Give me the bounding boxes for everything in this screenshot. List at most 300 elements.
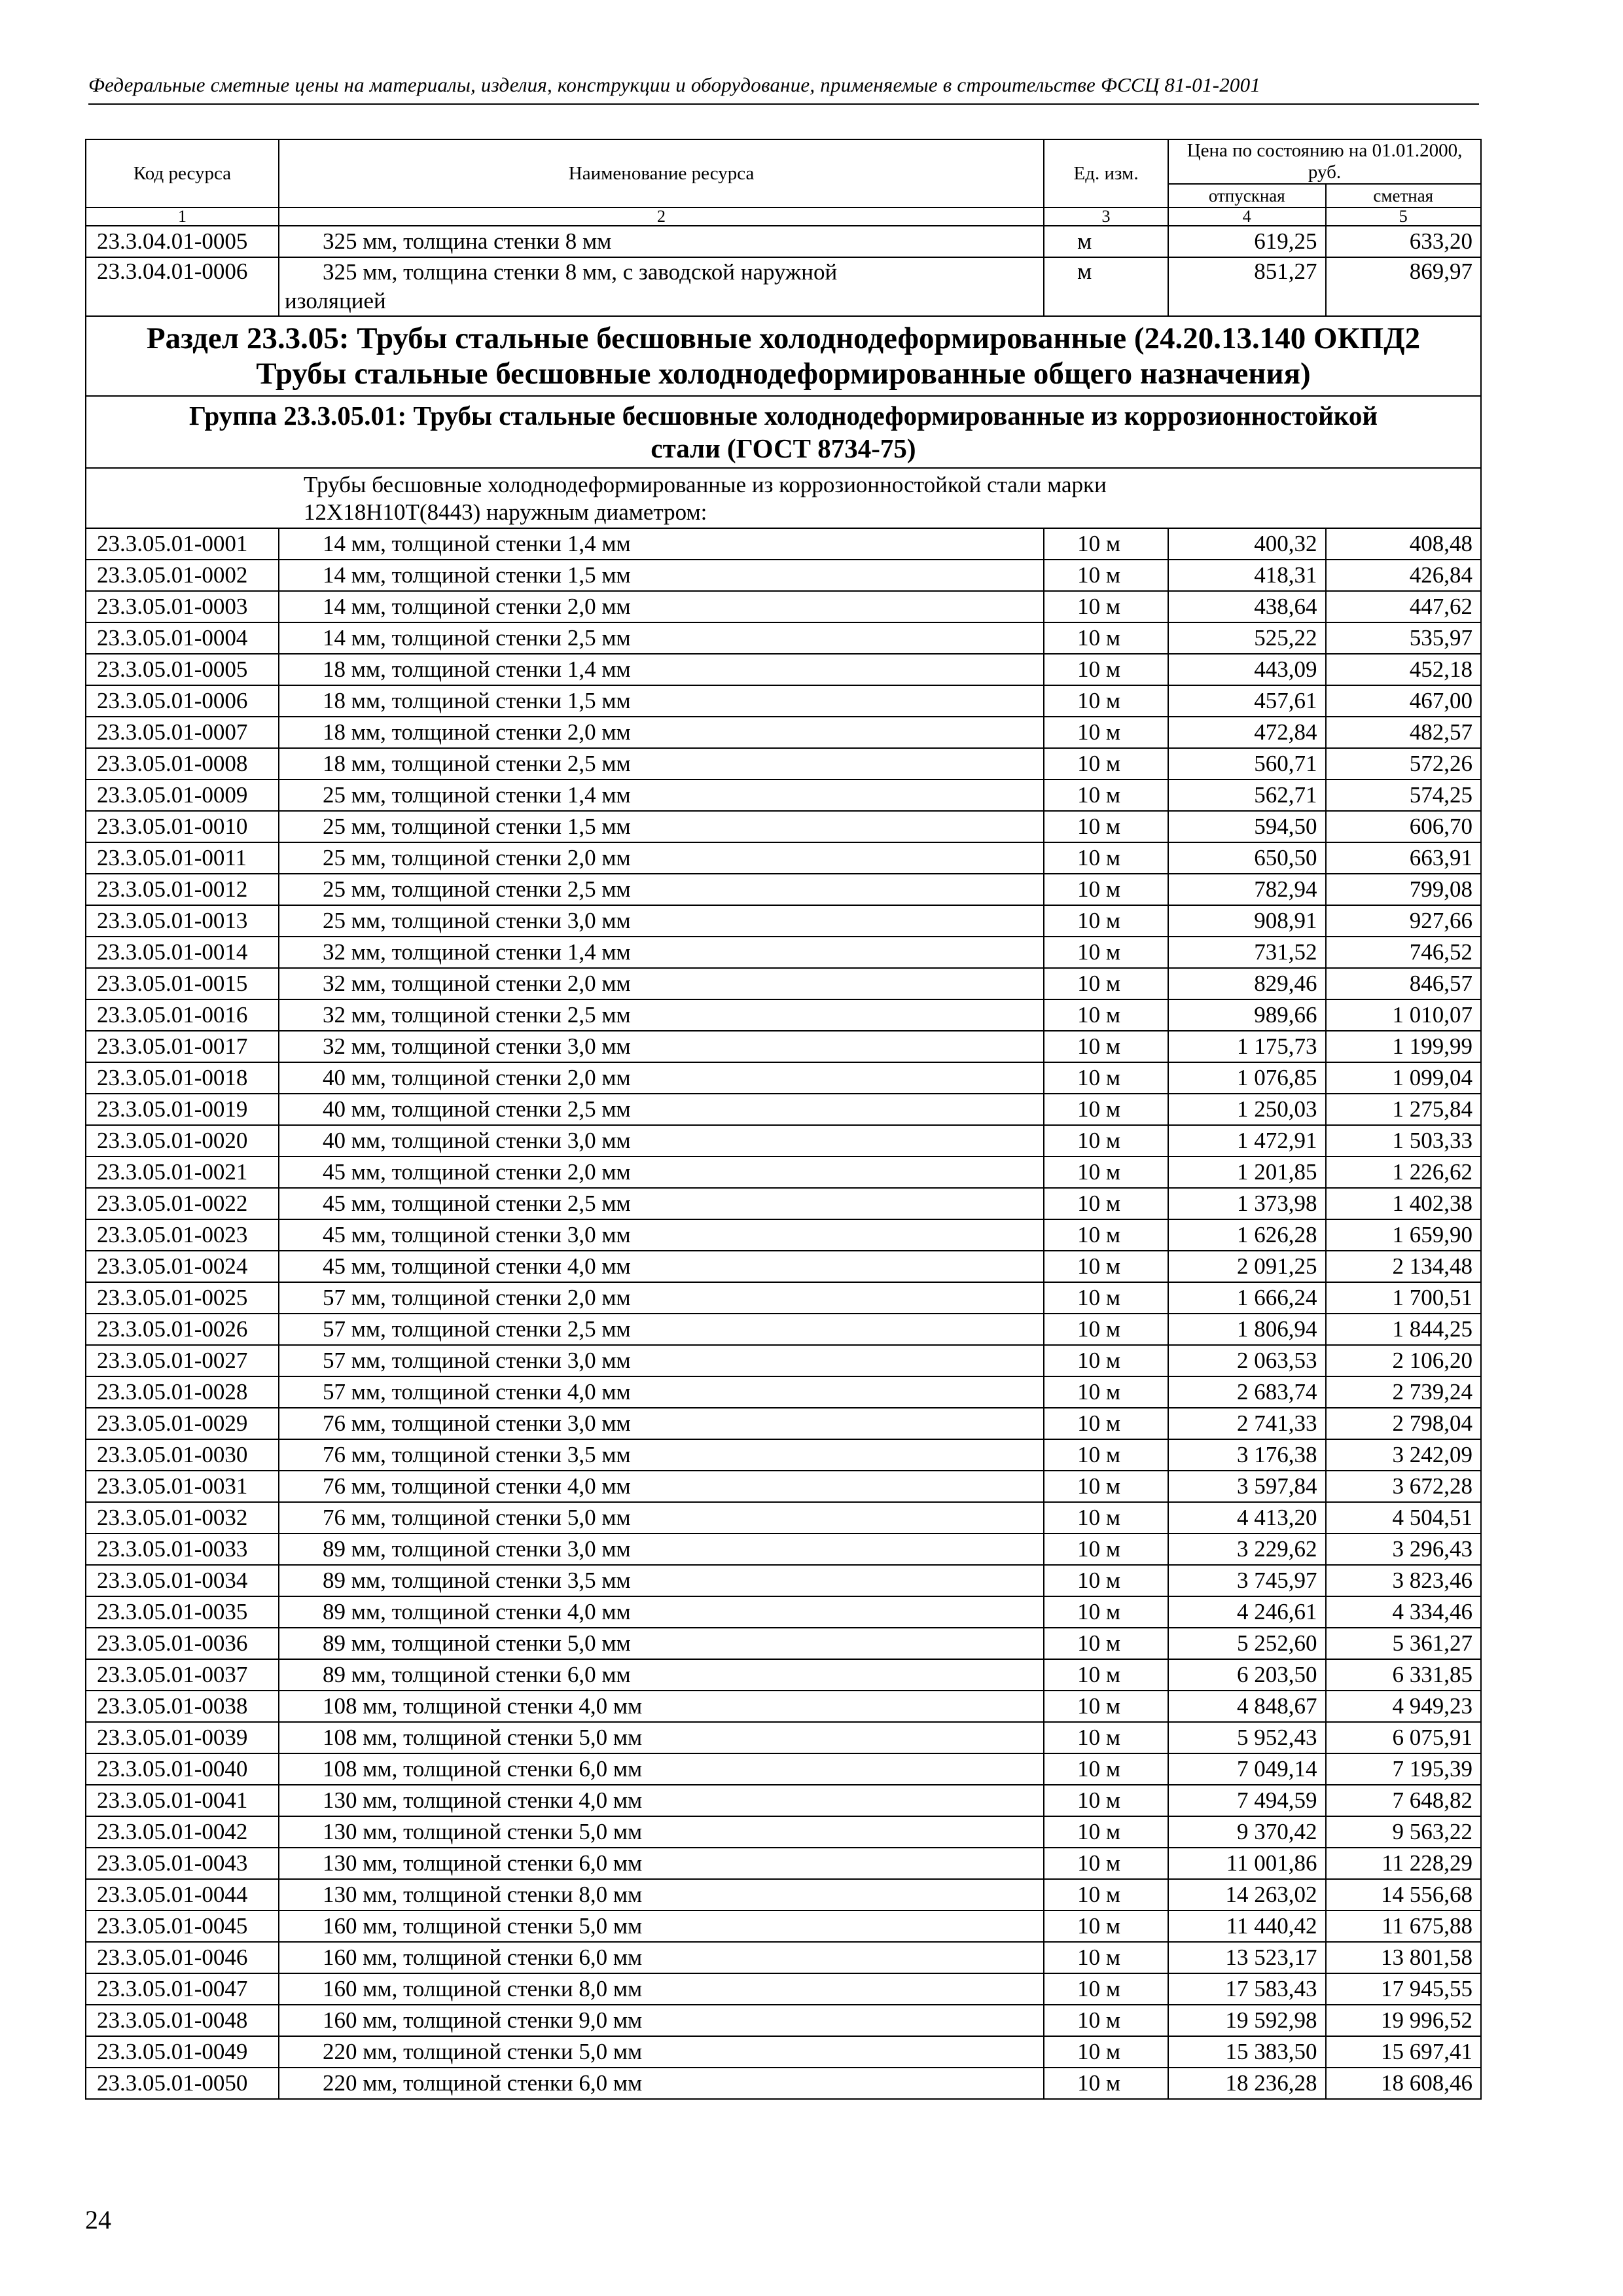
table-row: [86, 717, 1481, 748]
price-release: 3 597,84: [1168, 1471, 1325, 1502]
price-release: 19 592,98: [1168, 2005, 1325, 2036]
resource-name: 160 мм, толщиной стенки 5,0 мм: [279, 1910, 1044, 1942]
price-estimate: 6 331,85: [1326, 1659, 1482, 1691]
price-release: 782,94: [1168, 874, 1325, 905]
table-row: [86, 1785, 1481, 1816]
unit: 10 м: [1044, 1628, 1168, 1659]
price-estimate: 6 075,91: [1326, 1722, 1482, 1753]
column-numbers-row: [86, 207, 1481, 226]
table-row: [86, 1973, 1481, 2005]
price-release: 4 413,20: [1168, 1502, 1325, 1534]
resource-code: 23.3.05.01-0010: [86, 811, 279, 842]
column-number: 5: [1326, 207, 1482, 226]
resource-code: 23.3.05.01-0008: [86, 748, 279, 780]
resource-code: 23.3.05.01-0032: [86, 1502, 279, 1534]
unit: 10 м: [1044, 685, 1168, 717]
resource-code: 23.3.05.01-0029: [86, 1408, 279, 1439]
resource-code: 23.3.05.01-0025: [86, 1282, 279, 1314]
resource-name: 25 мм, толщиной стенки 1,5 мм: [279, 811, 1044, 842]
price-release: 2 091,25: [1168, 1251, 1325, 1282]
price-release: 1 806,94: [1168, 1314, 1325, 1345]
price-estimate: 14 556,68: [1326, 1879, 1482, 1910]
resource-code: 23.3.05.01-0014: [86, 937, 279, 968]
resource-name: 325 мм, толщина стенки 8 мм: [279, 226, 1044, 257]
resource-code: 23.3.05.01-0022: [86, 1188, 279, 1219]
group-heading-line: Группа 23.3.05.01: Трубы стальные бесшовные холоднодеформированные из коррозионностойкой: [189, 401, 1378, 431]
table-row: [86, 1345, 1481, 1376]
section-heading-line: Трубы стальные бесшовные холоднодеформированные общего назначения): [256, 357, 1311, 391]
price-estimate: 846,57: [1326, 968, 1482, 999]
price-release: 457,61: [1168, 685, 1325, 717]
price-release: 3 745,97: [1168, 1565, 1325, 1596]
resource-name: 89 мм, толщиной стенки 3,0 мм: [279, 1534, 1044, 1565]
resource-code: 23.3.05.01-0019: [86, 1094, 279, 1125]
price-estimate: 5 361,27: [1326, 1628, 1482, 1659]
resource-name: [279, 257, 1044, 316]
resource-name: 76 мм, толщиной стенки 4,0 мм: [279, 1471, 1044, 1502]
price-estimate: 1 402,38: [1326, 1188, 1482, 1219]
resource-code: 23.3.05.01-0021: [86, 1157, 279, 1188]
unit: 10 м: [1044, 591, 1168, 622]
resource-code: 23.3.05.01-0013: [86, 905, 279, 937]
resource-name: 40 мм, толщиной стенки 2,0 мм: [279, 1062, 1044, 1094]
resource-name: 89 мм, толщиной стенки 5,0 мм: [279, 1628, 1044, 1659]
resource-name: 45 мм, толщиной стенки 2,0 мм: [279, 1157, 1044, 1188]
price-release: 1 175,73: [1168, 1031, 1325, 1062]
unit: 10 м: [1044, 748, 1168, 780]
price-estimate: 535,97: [1326, 622, 1482, 654]
table-row: [86, 1094, 1481, 1125]
price-release: 418,31: [1168, 560, 1325, 591]
table-row: [86, 622, 1481, 654]
price-release: 851,27: [1168, 257, 1325, 316]
resource-name: 130 мм, толщиной стенки 5,0 мм: [279, 1816, 1044, 1848]
table-row: [86, 685, 1481, 717]
description-line: 12Х18Н10Т(8443) наружным диаметром:: [304, 499, 707, 525]
price-release: 2 683,74: [1168, 1376, 1325, 1408]
price-release: 5 252,60: [1168, 1628, 1325, 1659]
resource-name: 45 мм, толщиной стенки 4,0 мм: [279, 1251, 1044, 1282]
unit: м: [1044, 226, 1168, 257]
table-row: [86, 1471, 1481, 1502]
unit: 10 м: [1044, 654, 1168, 685]
resource-code: 23.3.04.01-0005: [86, 226, 279, 257]
price-estimate: 4 504,51: [1326, 1502, 1482, 1534]
price-release: 560,71: [1168, 748, 1325, 780]
price-estimate: 17 945,55: [1326, 1973, 1482, 2005]
resource-name: 89 мм, толщиной стенки 4,0 мм: [279, 1596, 1044, 1628]
price-release: 6 203,50: [1168, 1659, 1325, 1691]
price-release: 2 063,53: [1168, 1345, 1325, 1376]
table-row: [86, 999, 1481, 1031]
price-release: 7 494,59: [1168, 1785, 1325, 1816]
resource-code: 23.3.05.01-0042: [86, 1816, 279, 1848]
price-estimate: 2 739,24: [1326, 1376, 1482, 1408]
group-heading: [86, 396, 1481, 468]
price-estimate: 11 675,88: [1326, 1910, 1482, 1942]
price-estimate: 3 242,09: [1326, 1439, 1482, 1471]
resource-code: 23.3.05.01-0018: [86, 1062, 279, 1094]
price-estimate: 574,25: [1326, 780, 1482, 811]
resource-code: 23.3.05.01-0027: [86, 1345, 279, 1376]
resource-code: 23.3.05.01-0040: [86, 1753, 279, 1785]
resource-name: 57 мм, толщиной стенки 2,5 мм: [279, 1314, 1044, 1345]
resource-code: 23.3.05.01-0005: [86, 654, 279, 685]
unit: 10 м: [1044, 1785, 1168, 1816]
price-estimate: 1 099,04: [1326, 1062, 1482, 1094]
unit: 10 м: [1044, 1973, 1168, 2005]
unit: 10 м: [1044, 1596, 1168, 1628]
resource-code: 23.3.05.01-0003: [86, 591, 279, 622]
table-row: [86, 780, 1481, 811]
unit: 10 м: [1044, 1659, 1168, 1691]
resource-code: 23.3.05.01-0016: [86, 999, 279, 1031]
resource-code: 23.3.05.01-0039: [86, 1722, 279, 1753]
price-estimate: 13 801,58: [1326, 1942, 1482, 1973]
resource-name-line: изоляцией: [285, 288, 386, 314]
resource-code: 23.3.05.01-0012: [86, 874, 279, 905]
price-estimate: 18 608,46: [1326, 2068, 1482, 2099]
unit: 10 м: [1044, 937, 1168, 968]
price-estimate: 467,00: [1326, 685, 1482, 717]
price-estimate: 2 798,04: [1326, 1408, 1482, 1439]
unit: 10 м: [1044, 1062, 1168, 1094]
resource-code: 23.3.05.01-0048: [86, 2005, 279, 2036]
unit: 10 м: [1044, 1565, 1168, 1596]
resource-name: 160 мм, толщиной стенки 6,0 мм: [279, 1942, 1044, 1973]
resource-code: 23.3.05.01-0023: [86, 1219, 279, 1251]
resource-code: 23.3.05.01-0030: [86, 1439, 279, 1471]
price-estimate: 7 195,39: [1326, 1753, 1482, 1785]
table-row: [86, 874, 1481, 905]
unit: 10 м: [1044, 1408, 1168, 1439]
unit: 10 м: [1044, 999, 1168, 1031]
resource-name: 32 мм, толщиной стенки 3,0 мм: [279, 1031, 1044, 1062]
resource-name: 40 мм, толщиной стенки 2,5 мм: [279, 1094, 1044, 1125]
resource-name: 160 мм, толщиной стенки 9,0 мм: [279, 2005, 1044, 2036]
header-price-release: отпускная: [1168, 184, 1325, 207]
price-estimate: 15 697,41: [1326, 2036, 1482, 2068]
header-price: Цена по состоянию на 01.01.2000, руб.: [1168, 139, 1481, 184]
resource-name: 220 мм, толщиной стенки 5,0 мм: [279, 2036, 1044, 2068]
price-release: 5 952,43: [1168, 1722, 1325, 1753]
resource-name-line: 325 мм, толщина стенки 8 мм, с заводской наружной: [323, 259, 838, 285]
unit: 10 м: [1044, 1094, 1168, 1125]
table-row: [86, 1942, 1481, 1973]
price-estimate: 2 134,48: [1326, 1251, 1482, 1282]
price-estimate: 452,18: [1326, 654, 1482, 685]
resource-code: 23.3.05.01-0050: [86, 2068, 279, 2099]
unit: 10 м: [1044, 1910, 1168, 1942]
resource-code: 23.3.05.01-0049: [86, 2036, 279, 2068]
unit: 10 м: [1044, 2005, 1168, 2036]
header-rule: [88, 103, 1479, 105]
price-release: 14 263,02: [1168, 1879, 1325, 1910]
resource-code: 23.3.05.01-0037: [86, 1659, 279, 1691]
unit: 10 м: [1044, 1251, 1168, 1282]
price-estimate: 4 949,23: [1326, 1691, 1482, 1722]
price-estimate: 3 823,46: [1326, 1565, 1482, 1596]
table-row: [86, 968, 1481, 999]
resource-name: 14 мм, толщиной стенки 2,0 мм: [279, 591, 1044, 622]
unit: 10 м: [1044, 1816, 1168, 1848]
resource-code: 23.3.05.01-0028: [86, 1376, 279, 1408]
table-row: [86, 654, 1481, 685]
table-row: [86, 1753, 1481, 1785]
resource-code: 23.3.05.01-0047: [86, 1973, 279, 2005]
price-release: 17 583,43: [1168, 1973, 1325, 2005]
resource-name: 108 мм, толщиной стенки 6,0 мм: [279, 1753, 1044, 1785]
table-row: [86, 1408, 1481, 1439]
column-number: 4: [1168, 207, 1325, 226]
price-release: 1 250,03: [1168, 1094, 1325, 1125]
resource-name: 14 мм, толщиной стенки 2,5 мм: [279, 622, 1044, 654]
resource-name: 25 мм, толщиной стенки 3,0 мм: [279, 905, 1044, 937]
unit: 10 м: [1044, 1031, 1168, 1062]
unit: 10 м: [1044, 842, 1168, 874]
table-row: [86, 1439, 1481, 1471]
unit: 10 м: [1044, 1879, 1168, 1910]
price-release: 4 246,61: [1168, 1596, 1325, 1628]
resource-name: 25 мм, толщиной стенки 2,5 мм: [279, 874, 1044, 905]
unit: 10 м: [1044, 528, 1168, 560]
resource-name: 89 мм, толщиной стенки 6,0 мм: [279, 1659, 1044, 1691]
price-release: 562,71: [1168, 780, 1325, 811]
table-row: [86, 528, 1481, 560]
price-estimate: 799,08: [1326, 874, 1482, 905]
table-row: [86, 257, 1481, 316]
resource-code: 23.3.05.01-0017: [86, 1031, 279, 1062]
resource-name: 14 мм, толщиной стенки 1,5 мм: [279, 560, 1044, 591]
resource-code: 23.3.05.01-0038: [86, 1691, 279, 1722]
table-row: [86, 905, 1481, 937]
resource-code: 23.3.05.01-0036: [86, 1628, 279, 1659]
price-release: 1 201,85: [1168, 1157, 1325, 1188]
unit: 10 м: [1044, 1376, 1168, 1408]
resource-name: 45 мм, толщиной стенки 2,5 мм: [279, 1188, 1044, 1219]
price-estimate: 447,62: [1326, 591, 1482, 622]
unit: 10 м: [1044, 874, 1168, 905]
resource-name: 220 мм, толщиной стенки 6,0 мм: [279, 2068, 1044, 2099]
resource-name: 40 мм, толщиной стенки 3,0 мм: [279, 1125, 1044, 1157]
price-release: 525,22: [1168, 622, 1325, 654]
unit: 10 м: [1044, 968, 1168, 999]
price-estimate: 606,70: [1326, 811, 1482, 842]
resource-name: 76 мм, толщиной стенки 3,0 мм: [279, 1408, 1044, 1439]
price-estimate: 1 700,51: [1326, 1282, 1482, 1314]
price-estimate: 746,52: [1326, 937, 1482, 968]
unit: 10 м: [1044, 622, 1168, 654]
resource-name: 18 мм, толщиной стенки 1,5 мм: [279, 685, 1044, 717]
resource-name: 108 мм, толщиной стенки 4,0 мм: [279, 1691, 1044, 1722]
price-estimate: 663,91: [1326, 842, 1482, 874]
resource-name: 130 мм, толщиной стенки 8,0 мм: [279, 1879, 1044, 1910]
table-row: [86, 1816, 1481, 1848]
table-row: [86, 1534, 1481, 1565]
price-release: 1 472,91: [1168, 1125, 1325, 1157]
resource-code: 23.3.05.01-0006: [86, 685, 279, 717]
unit: 10 м: [1044, 1125, 1168, 1157]
description-line: Трубы бесшовные холоднодеформированные из коррозионностойкой стали марки: [304, 472, 1107, 497]
resource-name: 32 мм, толщиной стенки 2,0 мм: [279, 968, 1044, 999]
price-release: 3 229,62: [1168, 1534, 1325, 1565]
table-row: [86, 1251, 1481, 1282]
table-header: [86, 139, 1481, 207]
resource-code: 23.3.05.01-0031: [86, 1471, 279, 1502]
price-release: 443,09: [1168, 654, 1325, 685]
price-release: 3 176,38: [1168, 1439, 1325, 1471]
unit: 10 м: [1044, 717, 1168, 748]
resource-name: 32 мм, толщиной стенки 1,4 мм: [279, 937, 1044, 968]
table-row: [86, 1282, 1481, 1314]
unit: 10 м: [1044, 811, 1168, 842]
section-heading-row: [86, 316, 1481, 396]
price-estimate: 3 296,43: [1326, 1534, 1482, 1565]
price-estimate: 19 996,52: [1326, 2005, 1482, 2036]
resource-name: 45 мм, толщиной стенки 3,0 мм: [279, 1219, 1044, 1251]
price-estimate: 1 010,07: [1326, 999, 1482, 1031]
price-estimate: 3 672,28: [1326, 1471, 1482, 1502]
resource-code: 23.3.05.01-0002: [86, 560, 279, 591]
group-heading-row: [86, 396, 1481, 468]
table-row: [86, 1910, 1481, 1942]
price-release: 989,66: [1168, 999, 1325, 1031]
price-estimate: 572,26: [1326, 748, 1482, 780]
table-row: [86, 1628, 1481, 1659]
price-estimate: 11 228,29: [1326, 1848, 1482, 1879]
resource-code: 23.3.05.01-0034: [86, 1565, 279, 1596]
table-row: [86, 1376, 1481, 1408]
resource-name: 57 мм, толщиной стенки 2,0 мм: [279, 1282, 1044, 1314]
resource-name: 76 мм, толщиной стенки 5,0 мм: [279, 1502, 1044, 1534]
resource-name: 18 мм, толщиной стенки 1,4 мм: [279, 654, 1044, 685]
unit: 10 м: [1044, 1534, 1168, 1565]
table-row: [86, 811, 1481, 842]
table-row: [86, 2005, 1481, 2036]
unit: 10 м: [1044, 1502, 1168, 1534]
price-estimate: 869,97: [1326, 257, 1482, 316]
price-release: 4 848,67: [1168, 1691, 1325, 1722]
resource-name: 14 мм, толщиной стенки 1,4 мм: [279, 528, 1044, 560]
table-row: [86, 2036, 1481, 2068]
unit: 10 м: [1044, 1219, 1168, 1251]
resource-code: 23.3.05.01-0020: [86, 1125, 279, 1157]
resource-code: 23.3.05.01-0044: [86, 1879, 279, 1910]
table-row: [86, 2068, 1481, 2099]
price-estimate: 9 563,22: [1326, 1816, 1482, 1848]
price-release: 11 440,42: [1168, 1910, 1325, 1942]
resource-name: 130 мм, толщиной стенки 4,0 мм: [279, 1785, 1044, 1816]
table-row: [86, 1125, 1481, 1157]
price-release: 18 236,28: [1168, 2068, 1325, 2099]
resource-code: 23.3.05.01-0007: [86, 717, 279, 748]
resource-name: 160 мм, толщиной стенки 8,0 мм: [279, 1973, 1044, 2005]
resource-code: 23.3.05.01-0024: [86, 1251, 279, 1282]
table-row: [86, 1219, 1481, 1251]
table-row: [86, 1502, 1481, 1534]
header-name: Наименование ресурса: [279, 139, 1044, 207]
resource-name: 18 мм, толщиной стенки 2,0 мм: [279, 717, 1044, 748]
price-release: 2 741,33: [1168, 1408, 1325, 1439]
description-row: [86, 468, 1481, 528]
price-estimate: 7 648,82: [1326, 1785, 1482, 1816]
unit: 10 м: [1044, 1439, 1168, 1471]
table-row: [86, 1879, 1481, 1910]
table-row: [86, 1565, 1481, 1596]
description: [86, 468, 1481, 528]
price-release: 11 001,86: [1168, 1848, 1325, 1879]
table-row: [86, 1659, 1481, 1691]
price-estimate: 1 844,25: [1326, 1314, 1482, 1345]
section-heading: [86, 316, 1481, 396]
unit: 10 м: [1044, 2068, 1168, 2099]
price-estimate: 4 334,46: [1326, 1596, 1482, 1628]
price-release: 1 373,98: [1168, 1188, 1325, 1219]
resource-name: 32 мм, толщиной стенки 2,5 мм: [279, 999, 1044, 1031]
price-release: 7 049,14: [1168, 1753, 1325, 1785]
resource-code: 23.3.05.01-0004: [86, 622, 279, 654]
page-number: 24: [85, 2205, 111, 2234]
unit: м: [1044, 257, 1168, 316]
price-release: 650,50: [1168, 842, 1325, 874]
price-estimate: 426,84: [1326, 560, 1482, 591]
price-release: 472,84: [1168, 717, 1325, 748]
unit: 10 м: [1044, 1848, 1168, 1879]
unit: 10 м: [1044, 780, 1168, 811]
resource-name: 89 мм, толщиной стенки 3,5 мм: [279, 1565, 1044, 1596]
unit: 10 м: [1044, 1471, 1168, 1502]
table-row: [86, 842, 1481, 874]
table-row: [86, 1031, 1481, 1062]
resource-code: 23.3.05.01-0046: [86, 1942, 279, 1973]
unit: 10 м: [1044, 1157, 1168, 1188]
unit: 10 м: [1044, 560, 1168, 591]
resource-code: 23.3.05.01-0001: [86, 528, 279, 560]
resource-code: 23.3.05.01-0011: [86, 842, 279, 874]
resource-name: 76 мм, толщиной стенки 3,5 мм: [279, 1439, 1044, 1471]
table-row: [86, 226, 1481, 257]
header-code: Код ресурса: [86, 139, 279, 207]
price-estimate: 633,20: [1326, 226, 1482, 257]
resource-code: 23.3.05.01-0015: [86, 968, 279, 999]
unit: 10 м: [1044, 2036, 1168, 2068]
price-estimate: 1 199,99: [1326, 1031, 1482, 1062]
header-unit: Ед. изм.: [1044, 139, 1168, 207]
column-number: 1: [86, 207, 279, 226]
price-estimate: 2 106,20: [1326, 1345, 1482, 1376]
resource-code: 23.3.04.01-0006: [86, 257, 279, 316]
price-release: 829,46: [1168, 968, 1325, 999]
unit: 10 м: [1044, 905, 1168, 937]
table-row: [86, 591, 1481, 622]
table-row: [86, 560, 1481, 591]
price-estimate: 927,66: [1326, 905, 1482, 937]
resource-code: 23.3.05.01-0041: [86, 1785, 279, 1816]
price-release: 1 076,85: [1168, 1062, 1325, 1094]
column-number: 3: [1044, 207, 1168, 226]
section-heading-line: Раздел 23.3.05: Трубы стальные бесшовные холоднодеформированные (24.20.13.140 ОКПД2: [146, 321, 1421, 355]
table-row: [86, 1314, 1481, 1345]
resource-code: 23.3.05.01-0009: [86, 780, 279, 811]
table-row: [86, 937, 1481, 968]
unit: 10 м: [1044, 1188, 1168, 1219]
table-row: [86, 1691, 1481, 1722]
column-number: 2: [279, 207, 1044, 226]
price-release: 9 370,42: [1168, 1816, 1325, 1848]
unit: 10 м: [1044, 1345, 1168, 1376]
price-release: 619,25: [1168, 226, 1325, 257]
price-release: 594,50: [1168, 811, 1325, 842]
